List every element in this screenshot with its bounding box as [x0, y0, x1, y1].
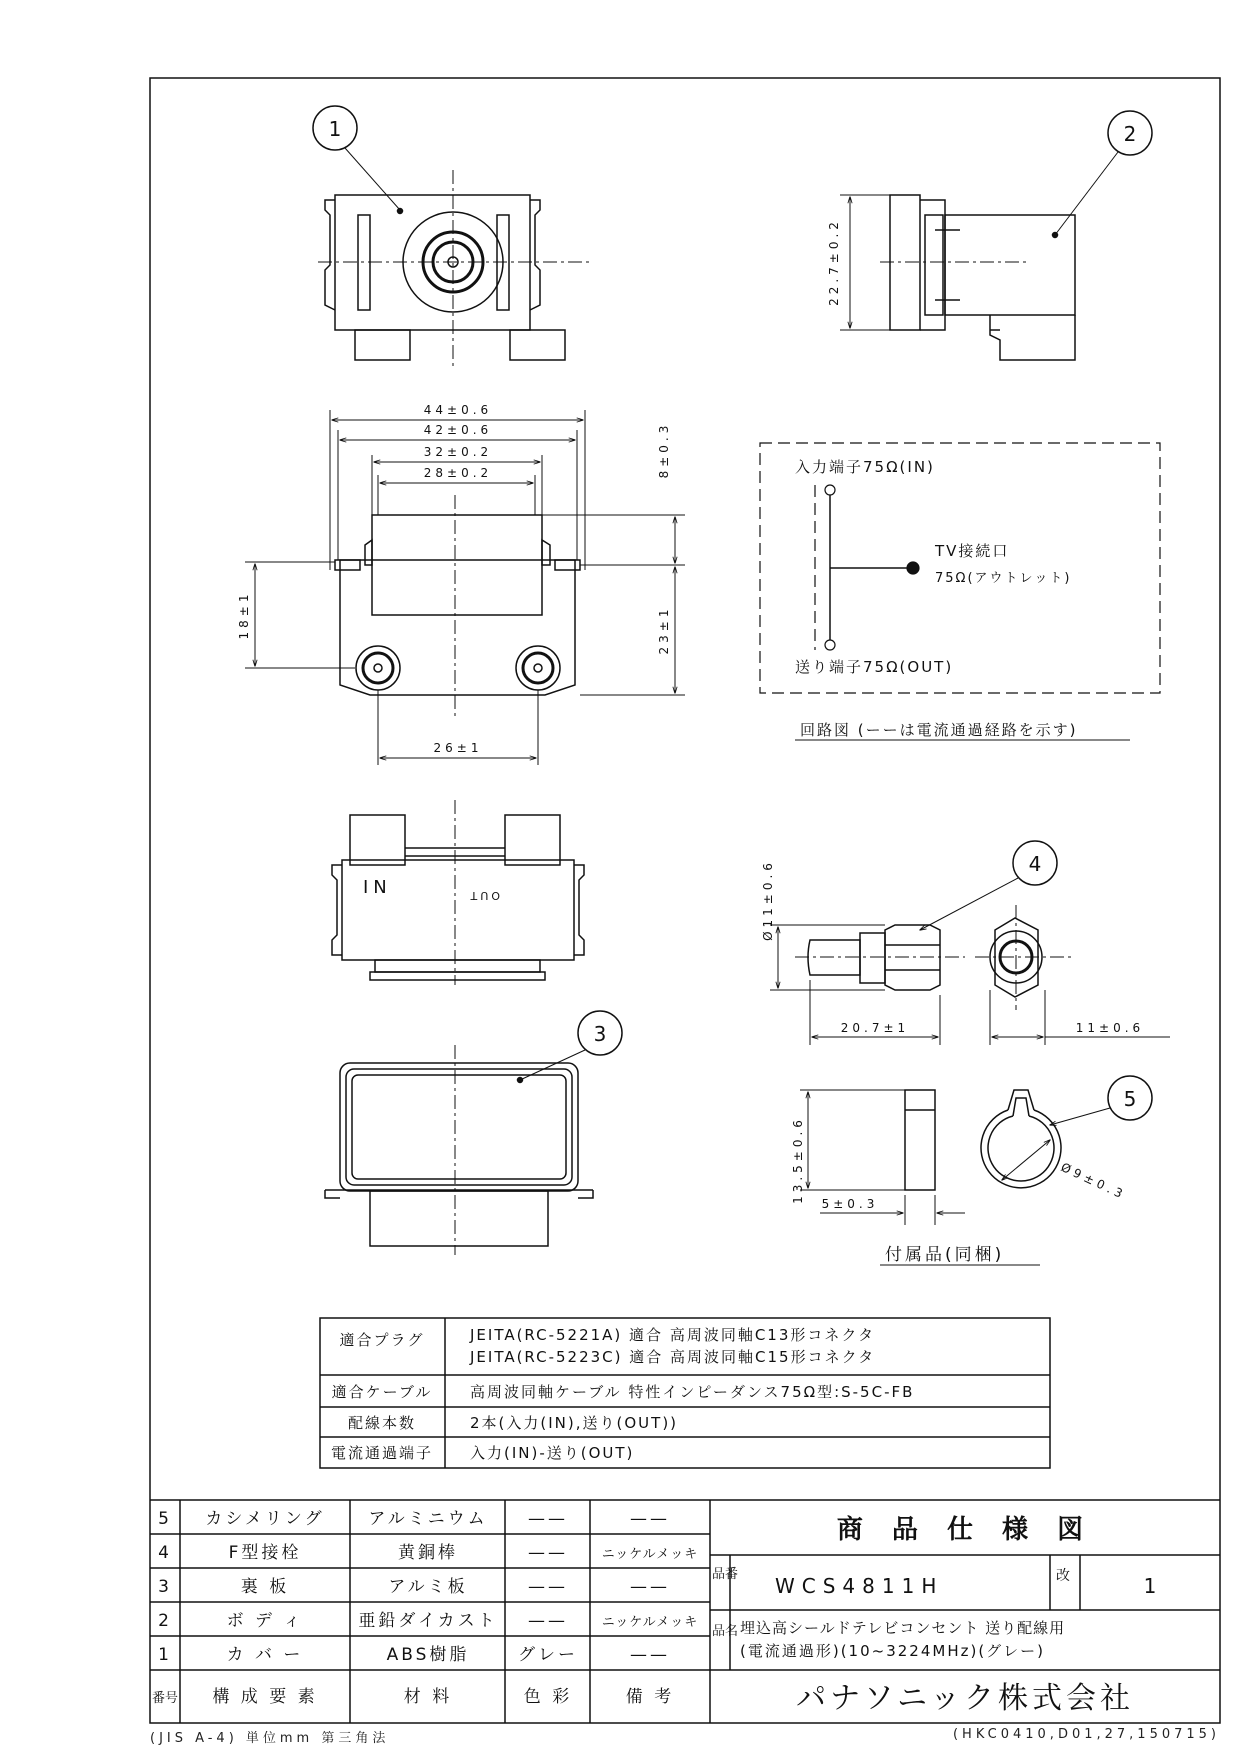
footer-right: (HKC0410,D01,27,150715)	[952, 1727, 1220, 1742]
dim-11-dia: Ø11±0.6	[761, 859, 775, 941]
f-connector-view	[770, 841, 1170, 1045]
circuit-diagram	[760, 443, 1160, 740]
circuit-tv-sub: 75Ω(アウトレット)	[935, 571, 1072, 586]
rev-label: 改	[1056, 1568, 1070, 1584]
spec-cable-line: 高周波同軸ケーブル 特性インピーダンス75Ω型:S-5C-FB	[470, 1383, 915, 1401]
cover-view	[325, 1011, 622, 1255]
dim-28: 28±0.2	[423, 466, 493, 480]
dim-20-7: 20.7±1	[840, 1021, 910, 1035]
part-4-color: ——	[528, 1543, 568, 1563]
dim-44: 44±0.6	[423, 403, 493, 417]
hinban: WCS4811H	[775, 1574, 944, 1598]
part-1-name: カ バ ー	[226, 1645, 304, 1665]
spec-terminal-line: 入力(IN)-送り(OUT)	[470, 1444, 635, 1462]
callout-4: 4	[1028, 852, 1042, 876]
part-2-note: ニッケルメッキ	[601, 1615, 699, 1630]
spec-key-terminal: 電流通過端子	[330, 1444, 434, 1462]
parts-text	[152, 1509, 698, 1707]
part-3-name: 裏 板	[240, 1577, 290, 1597]
footer-left: (JIS A-4) 単位mm 第三角法	[150, 1731, 390, 1746]
company-name: パナソニック株式会社	[796, 1681, 1134, 1716]
callout-3: 3	[593, 1022, 607, 1046]
hinban-label: 品番	[712, 1567, 739, 1582]
circuit-in-label: 入力端子75Ω(IN)	[795, 458, 935, 476]
part-3-note: ——	[630, 1577, 670, 1597]
dim-8: 8±0.3	[657, 421, 671, 479]
part-1-note: ——	[630, 1645, 670, 1665]
title-block	[712, 1514, 1156, 1716]
crimp-ring-view	[800, 1076, 1152, 1265]
part-5-color: ——	[528, 1509, 568, 1529]
parts-header-element: 構 成 要 素	[212, 1687, 318, 1707]
side-view	[840, 111, 1152, 360]
spec-key-wiring: 配線本数	[347, 1414, 417, 1432]
spec-key-cable: 適合ケーブル	[331, 1383, 433, 1401]
part-1-color: グレー	[518, 1645, 578, 1665]
parts-header-color: 色 彩	[523, 1687, 573, 1707]
part-4-note: ニッケルメッキ	[601, 1547, 699, 1562]
spec-table-text	[331, 1326, 914, 1462]
dim-22-7: 22.7±0.2	[827, 218, 841, 306]
rev: 1	[1143, 1574, 1157, 1598]
part-3-no: 3	[158, 1577, 172, 1597]
part-2-material: 亜鉛ダイカスト	[358, 1611, 498, 1631]
part-3-material: アルミ板	[388, 1577, 468, 1597]
parts-header-material: 材 料	[403, 1687, 453, 1707]
spec-wiring-line: 2本(入力(IN),送り(OUT))	[470, 1414, 679, 1432]
dim-23: 23±1	[657, 605, 671, 655]
callout-5: 5	[1123, 1087, 1137, 1111]
part-4-material: 黄銅棒	[398, 1543, 458, 1563]
part-5-note: ——	[630, 1509, 670, 1529]
dim-18: 18±1	[237, 590, 251, 640]
mark-out: OUT	[467, 889, 500, 902]
hinmei-label: 品名	[712, 1624, 739, 1639]
circuit-out-label: 送り端子75Ω(OUT)	[795, 658, 954, 676]
hinmei-line-2: (電流通過形)(10~3224MHz)(グレー)	[740, 1642, 1046, 1660]
hinmei-line-1: 埋込高シールドテレビコンセント 送り配線用	[740, 1619, 1066, 1637]
dim-11: 11±0.6	[1075, 1021, 1145, 1035]
circuit-tv-label: TV接続口	[935, 542, 1010, 560]
dim-9-dia: Ø9±0.3	[1058, 1160, 1129, 1203]
part-1-no: 1	[158, 1645, 172, 1665]
mark-in: IN	[363, 877, 392, 898]
back-view	[245, 410, 685, 765]
spec-plug-line-2: JEITA(RC-5223C) 適合 高周波同軸C15形コネクタ	[470, 1348, 876, 1366]
spec-plug-line-1: JEITA(RC-5221A) 適合 高周波同軸C13形コネクタ	[470, 1326, 876, 1344]
circuit-caption: 回路図 (ーーは電流通過経路を示す)	[800, 721, 1078, 739]
part-2-no: 2	[158, 1611, 172, 1631]
title: 商 品 仕 様 図	[836, 1515, 1094, 1545]
accessory-caption: 付属品(同梱)	[885, 1245, 1005, 1265]
part-5-material: アルミニウム	[368, 1509, 488, 1529]
part-3-color: ——	[528, 1577, 568, 1597]
spec-key-plug: 適合プラグ	[339, 1331, 425, 1349]
parts-header-note: 備 考	[625, 1687, 675, 1707]
sheet-frame	[150, 78, 1220, 1723]
callout-2: 2	[1123, 122, 1137, 146]
part-5-no: 5	[158, 1509, 172, 1529]
dim-26: 26±1	[433, 741, 483, 755]
dim-32: 32±0.2	[423, 445, 493, 459]
part-1-material: ABS樹脂	[386, 1645, 470, 1665]
part-2-color: ——	[528, 1611, 568, 1631]
dim-5: 5±0.3	[821, 1197, 879, 1211]
part-4-name: F型接栓	[228, 1543, 302, 1563]
dim-42: 42±0.6	[423, 423, 493, 437]
front-view	[313, 106, 590, 370]
parts-header-no: 番号	[151, 1691, 179, 1706]
part-2-name: ボ デ ィ	[226, 1611, 304, 1631]
part-4-no: 4	[158, 1543, 172, 1563]
part-5-name: カシメリング	[205, 1509, 325, 1529]
callout-1: 1	[328, 117, 342, 141]
dim-13-5: 13.5±0.6	[791, 1116, 805, 1204]
